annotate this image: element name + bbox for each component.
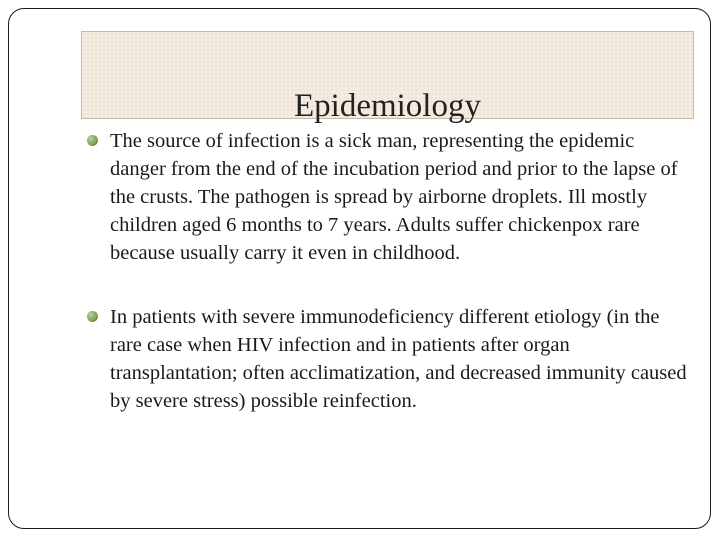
slide-title: Epidemiology (294, 88, 481, 124)
bullet-dot-icon (87, 311, 98, 322)
bullet-text: In patients with severe immunodeficiency different etiology (in the rare case when HIV infection and in patients after organ transplantation; often acclimatization, and decreased immunity caused by severe stress) possible reinfection. (110, 306, 687, 412)
title-box (81, 31, 694, 124)
bullet-item-immunodeficiency (87, 303, 687, 415)
bullet-list (87, 127, 687, 415)
bullet-text: The source of infection is a sick man, representing the epidemic danger from the end of the incubation period and prior to the lapse of the crusts. The pathogen is spread by airborne droplets. Ill mostly children aged 6 months to 7 years. Adults suffer chickenpox rare because usually carry it even in childhood. (110, 130, 678, 264)
bullet-dot-icon (87, 135, 98, 146)
slide-frame (8, 8, 711, 529)
bullet-item-source (87, 127, 687, 267)
